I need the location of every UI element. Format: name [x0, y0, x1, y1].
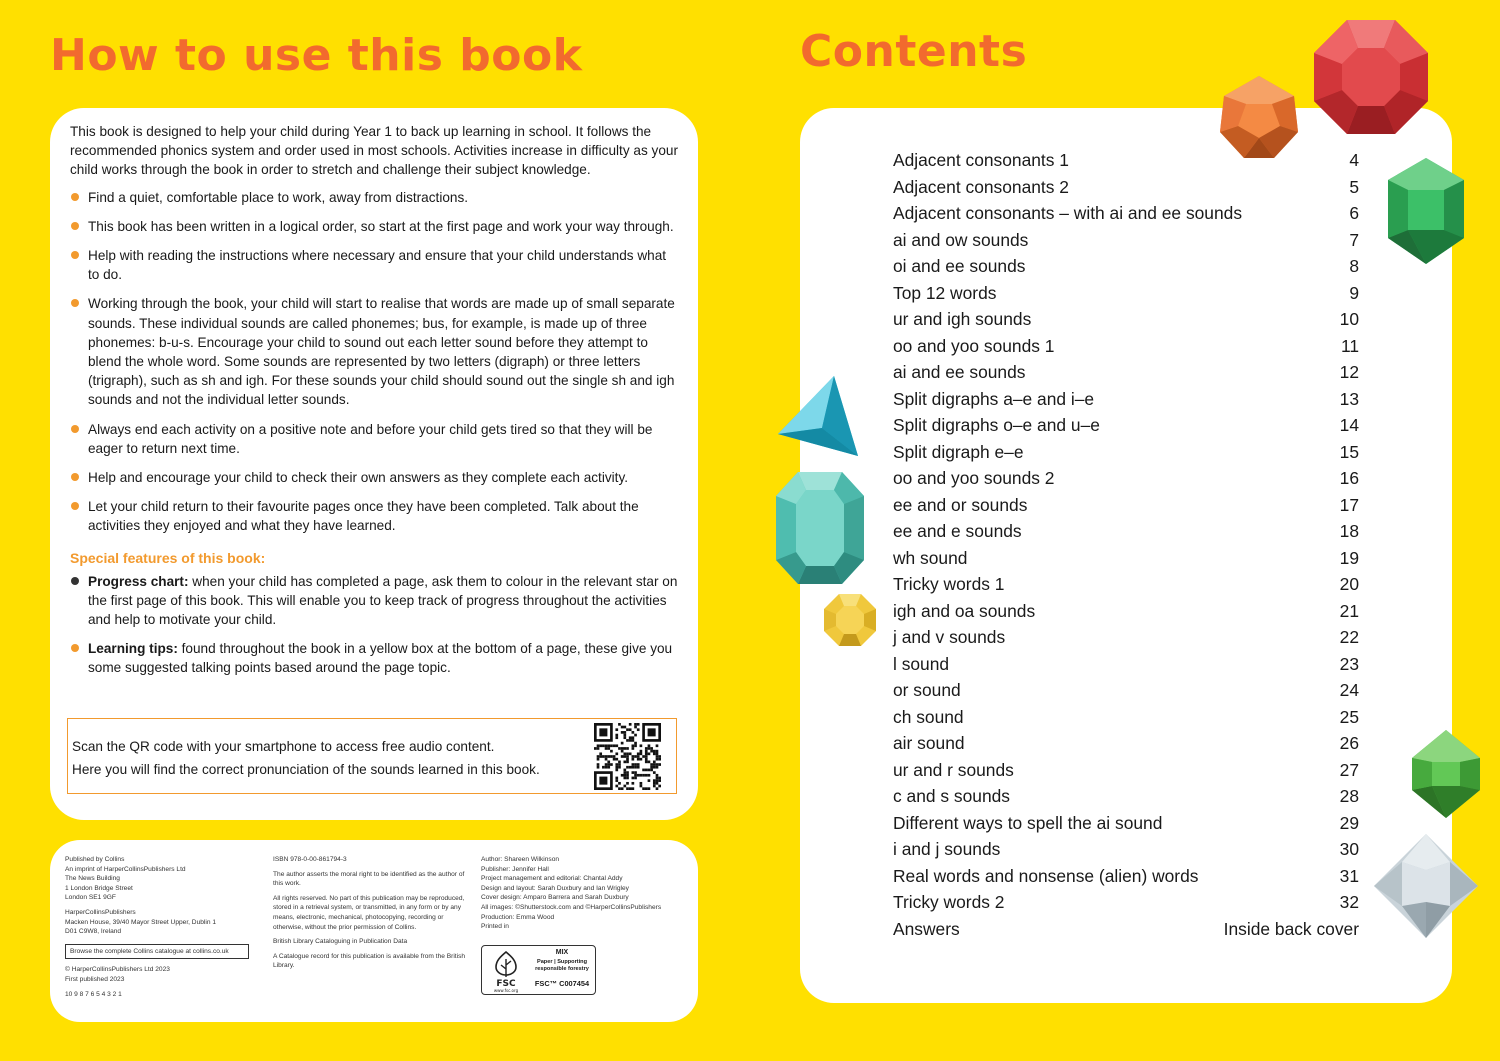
list-item[interactable]: oo and yoo sounds 1 11 [893, 335, 1359, 356]
list-item[interactable]: l sound 23 [893, 653, 1359, 674]
orange-gem-icon [1216, 74, 1302, 160]
list-item[interactable]: Different ways to spell the ai sound 29 [893, 812, 1359, 833]
fsc-logo: FSC www.fsc.org MIX Paper | Supporting responsible forestry FSC™ C007454 [481, 945, 596, 995]
bullet-dot-icon [71, 577, 79, 585]
list-item[interactable]: ai and ow sounds 7 [893, 229, 1359, 250]
teal-gem-icon [774, 470, 866, 586]
list-item[interactable]: oi and ee sounds 8 [893, 256, 1359, 276]
list-item: Always end each activity on a positive note and before your child gets tired so that they will be eager to return next time. [70, 420, 678, 458]
bullet-dot-icon [71, 644, 79, 652]
yellow-gem-icon [822, 592, 878, 648]
bullet-dot-icon [71, 502, 79, 510]
list-item[interactable]: Tricky words 1 20 [893, 574, 1359, 594]
list-item: Help with reading the instructions where necessary and ensure that your child understands what to do. [70, 246, 678, 284]
list-item[interactable]: Real words and nonsense (alien) words 31 [893, 865, 1359, 886]
bullet-dot-icon [71, 425, 79, 433]
qr-box [67, 718, 677, 794]
list-item[interactable]: Answers Inside back cover [893, 918, 1359, 939]
list-item[interactable]: Top 12 words 9 [893, 282, 1359, 303]
list-item[interactable]: ch sound 25 [893, 706, 1359, 727]
imprint-publisher: Published by Collins An imprint of HarperCollinsPublishers Ltd The News Building 1 London Bridge Street London SE1 9GF HarperCollinsPublishers Macken House, 39/40 Mayor Street Upper, Dublin 1 D01 C9W8, Ireland Browse the complete Collins catalogue at collins.co.uk © HarperCollinsPublishers Ltd 2023 First published 2023 10 9 8 7 6 5 4 3 2 1 [65, 855, 255, 1004]
list-item[interactable]: ur and igh sounds 10 [893, 309, 1359, 329]
special-features-title: Special features of this book: [70, 549, 266, 566]
howto-title: How to use this book [50, 30, 583, 81]
list-item[interactable]: igh and oa sounds 21 [893, 600, 1359, 621]
list-item: Let your child return to their favourite pages once they have been completed. Talk about the activities they enjoyed and what they have learned. [70, 497, 678, 535]
list-item[interactable]: ee and or sounds 17 [893, 494, 1359, 515]
list-item[interactable]: Split digraphs a–e and i–e 13 [893, 388, 1359, 409]
bullet-dot-icon [71, 222, 79, 230]
list-item: This book has been written in a logical order, so start at the first page and work your way through. [70, 217, 678, 236]
diamond-gem-icon [1372, 832, 1480, 940]
list-item: Learning tips: found throughout the book in a yellow box at the bottom of a page, these give you some suggested talking points based around the page topic. [70, 639, 678, 677]
green-gem-icon [1386, 156, 1466, 266]
bullet-dot-icon [71, 473, 79, 481]
list-item[interactable]: oo and yoo sounds 2 16 [893, 468, 1359, 488]
list-item[interactable]: Adjacent consonants 1 4 [893, 150, 1359, 170]
list-item[interactable]: c and s sounds 28 [893, 786, 1359, 806]
contents-panel [800, 108, 1452, 1003]
list-item[interactable]: wh sound 19 [893, 547, 1359, 568]
contents-title: Contents [800, 26, 1028, 77]
lime-gem-icon [1410, 728, 1482, 820]
blue-triangle-gem-icon [776, 374, 862, 460]
tips-list [70, 188, 678, 536]
bullet-dot-icon [71, 299, 79, 307]
list-item[interactable]: Adjacent consonants 2 5 [893, 176, 1359, 197]
list-item[interactable]: ee and e sounds 18 [893, 521, 1359, 541]
list-item[interactable]: air sound 26 [893, 733, 1359, 753]
list-item[interactable]: Split digraphs o–e and u–e 14 [893, 415, 1359, 435]
list-item[interactable]: Adjacent consonants – with ai and ee sounds 6 [893, 203, 1359, 223]
fsc-tree-icon [486, 949, 526, 993]
contents-list [893, 147, 1359, 942]
svg-text:www.fsc.org: www.fsc.org [493, 988, 519, 993]
list-item[interactable]: j and v sounds 22 [893, 627, 1359, 647]
qr-line-2: Here you will find the correct pronunciation of the sounds learned in this book. [72, 762, 540, 777]
intro-text: This book is designed to help your child during Year 1 to back up learning in school. It follows the recommended phonics system and order used in most schools. Activities increase in difficulty as your child works through the book in order to stretch and challenge their subject knowledge. [70, 124, 678, 178]
print-run: 10 9 8 7 6 5 4 3 2 1 [65, 990, 122, 998]
features-list [70, 572, 678, 678]
list-item[interactable]: Split digraph e–e 15 [893, 441, 1359, 462]
howto-panel [50, 108, 698, 820]
list-item: Working through the book, your child will start to realise that words are made up of small separate sounds. These individual sounds are called phonemes; bus, for example, is made up of three phonemes: b-u-s. Encourage your child to sound out each letter sound before they attempt to blend the whole word. Some sounds are represented by two letters (digraph) or three letters (trigraph), such as sh and igh. For these sounds your child should sound out the single sh and igh sounds and not the individual letter sounds. [70, 294, 678, 409]
qr-code-icon[interactable] [594, 723, 661, 790]
list-item: Progress chart: when your child has completed a page, ask them to colour in the relevant star on the first page of this book. This will enable you to keep track of progress throughout the activities and help to motivate your child. [70, 572, 678, 630]
qr-line-1: Scan the QR code with your smartphone to access free audio content. [72, 739, 495, 754]
imprint-panel [50, 840, 698, 1022]
imprint-rights: ISBN 978-0-00-861794-3 The author asserts the moral right to be identified as the author of this work. All rights reserved. No part of this publication may be reproduced, stored in a retrieval system, or transmitted, in any form or by any means, electronic, mechanical, photocopying, recording or otherwise, without the prior permission of Collins. British Library Cataloguing in Publication Data A Catalogue record for this publication is available from the British Library. [273, 856, 466, 970]
list-item: Help and encourage your child to check their own answers as they complete each activity. [70, 468, 678, 487]
bullet-dot-icon [71, 251, 79, 259]
list-item[interactable]: or sound 24 [893, 680, 1359, 700]
list-item[interactable]: ai and ee sounds 12 [893, 362, 1359, 382]
imprint-credits: Author: Shareen Wilkinson Publisher: Jennifer Hall Project management and editorial: Chantal Addy Design and layout: Sarah Duxbury and Ian Wrigley Cover design: Amparo Barrera and Sarah Duxbury All images: ©Shutterstock.com and ©HarperCollinsPublishers Production: Emma Wood Printed in [481, 856, 662, 931]
list-item: Find a quiet, comfortable place to work, away from distractions. [70, 188, 678, 207]
browse-catalogue-box: Browse the complete Collins catalogue at collins.co.uk [65, 944, 249, 960]
bullet-dot-icon [71, 193, 79, 201]
list-item[interactable]: ur and r sounds 27 [893, 759, 1359, 780]
list-item[interactable]: i and j sounds 30 [893, 839, 1359, 859]
svg-text:FSC: FSC [496, 979, 516, 989]
red-gem-icon [1312, 18, 1430, 136]
list-item[interactable]: Tricky words 2 32 [893, 892, 1359, 912]
